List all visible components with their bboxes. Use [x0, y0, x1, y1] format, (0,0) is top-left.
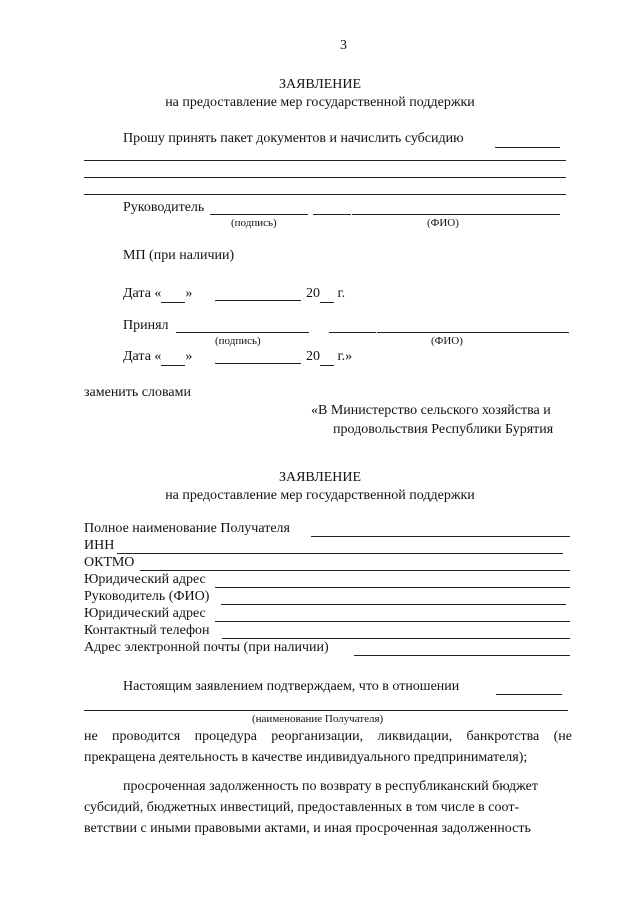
caption-fio-2: (ФИО)	[431, 335, 463, 347]
field-label: ИНН	[84, 538, 115, 553]
field-label: Юридический адрес	[84, 606, 206, 621]
form2-field-legal-address	[84, 572, 570, 590]
paragraph-1: не проводится процедура реорганизации, ликвидации, банкротства (не прекращена деятельность в качестве индивидуального предпринимателя);	[84, 729, 572, 765]
request-line-2[interactable]	[84, 177, 566, 178]
head-signature-line[interactable]	[210, 214, 308, 215]
year-suffix: г.	[334, 286, 346, 301]
date2-mid: »	[185, 349, 193, 364]
head-fio-line-a[interactable]	[313, 214, 351, 215]
form2-field-inn	[84, 538, 570, 556]
addressee-line-1: «В Министерство сельского хозяйства и	[311, 403, 551, 418]
field-label: Адрес электронной почты (при наличии)	[84, 640, 329, 655]
year2-suffix: г.»	[334, 349, 353, 364]
recipient-line[interactable]	[84, 710, 568, 711]
field-line[interactable]	[117, 553, 563, 554]
caption-recipient: (наименование Получателя)	[252, 713, 384, 725]
accepted-fio-line-b[interactable]	[377, 332, 569, 333]
year-prefix: 20	[306, 286, 320, 301]
field-line[interactable]	[311, 536, 570, 537]
field-line[interactable]	[222, 638, 570, 639]
field-label: Руководитель (ФИО)	[84, 589, 210, 604]
request-line-1[interactable]	[84, 160, 566, 161]
form1-title: ЗАЯВЛЕНИЕ	[278, 77, 362, 92]
year2-prefix: 20	[306, 349, 320, 364]
field-line[interactable]	[354, 655, 570, 656]
date-row-2	[123, 349, 192, 366]
paragraph-2-line-3: ветствии с иными правовыми актами, и иная просроченная задолженность	[84, 821, 531, 836]
form2-title: ЗАЯВЛЕНИЕ	[278, 470, 362, 485]
date2-month-line[interactable]	[215, 363, 301, 364]
form2-field-legal-address-2	[84, 606, 570, 624]
form2-field-head	[84, 589, 570, 607]
addressee-line-2: продовольствия Республики Бурятия	[333, 422, 554, 437]
request-text: Прошу принять пакет документов и начислить субсидию	[123, 131, 464, 146]
paragraph-2-line-1: просроченная задолженность по возврату в республиканский бюджет	[123, 779, 538, 794]
confirm-blank[interactable]	[496, 694, 562, 695]
date-row-1	[123, 286, 192, 303]
caption-signature: (подпись)	[231, 217, 277, 229]
confirm-text: Настоящим заявлением подтверждаем, что в отношении	[123, 679, 460, 694]
date-year-1	[306, 286, 345, 303]
date-year-2	[306, 349, 352, 366]
stamp-label: МП (при наличии)	[123, 248, 235, 263]
date2-prefix: Дата «	[123, 349, 162, 364]
head-label: Руководитель	[123, 200, 205, 215]
caption-fio: (ФИО)	[427, 217, 459, 229]
accepted-fio-line-a[interactable]	[329, 332, 376, 333]
subsidy-blank[interactable]	[495, 147, 560, 148]
form2-field-full-name	[84, 521, 570, 539]
replace-words: заменить словами	[84, 385, 191, 400]
field-line[interactable]	[215, 621, 570, 622]
page-number: 3	[340, 38, 347, 53]
date-mid: »	[185, 286, 193, 301]
form2-field-phone	[84, 623, 570, 641]
field-label: Контактный телефон	[84, 623, 210, 638]
form2-field-oktmo	[84, 555, 570, 573]
date-prefix: Дата «	[123, 286, 162, 301]
paragraph-2-line-2: субсидий, бюджетных инвестиций, предоставленных в том числе в соот-	[84, 800, 520, 815]
field-label: Полное наименование Получателя	[84, 521, 290, 536]
form2-field-email	[84, 640, 570, 658]
field-label: Юридический адрес	[84, 572, 206, 587]
head-fio-line-b[interactable]	[352, 214, 560, 215]
caption-signature-2: (подпись)	[215, 335, 261, 347]
form1-subtitle: на предоставление мер государственной поддержки	[165, 95, 475, 110]
request-line-3[interactable]	[84, 194, 566, 195]
field-line[interactable]	[221, 604, 566, 605]
field-line[interactable]	[215, 587, 570, 588]
accepted-signature-line[interactable]	[176, 332, 309, 333]
field-line[interactable]	[140, 570, 570, 571]
date-month-line[interactable]	[215, 300, 301, 301]
form2-subtitle: на предоставление мер государственной поддержки	[165, 488, 475, 503]
accepted-label: Принял	[123, 318, 169, 333]
field-label: ОКТМО	[84, 555, 135, 570]
